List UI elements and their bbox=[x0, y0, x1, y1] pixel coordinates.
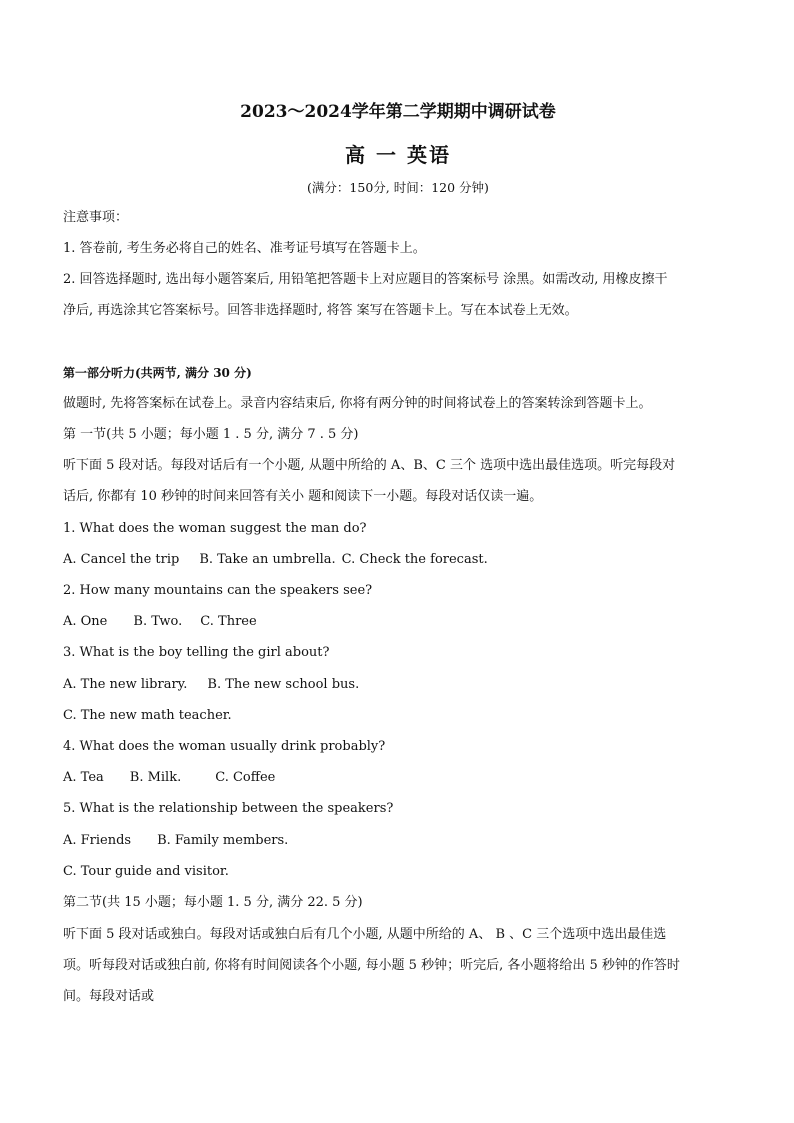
question-5-option-c: C. Tour guide and visitor. bbox=[63, 864, 229, 879]
question-4-option-a: A. Tea bbox=[63, 770, 104, 785]
question-1-option-b: B. Take an umbrella. bbox=[199, 552, 336, 567]
section2-intro-line-3: 间。每段对话或 bbox=[63, 989, 155, 1004]
section1-intro-line-1: 听下面 5 段对话。每段对话后有一个小题, 从题中所给的 A、B、C 三个 选项中选出最佳选项。听完每段对 bbox=[63, 458, 676, 473]
question-3-option-c: C. The new math teacher. bbox=[63, 708, 232, 723]
question-3-stem: 3. What is the boy telling the girl about? bbox=[63, 645, 330, 660]
section2-intro-line-1: 听下面 5 段对话或独白。每段对话或独白后有几个小题, 从题中所给的 A、 B 、C 三个选项中选出最佳选 bbox=[63, 927, 667, 942]
question-4-options bbox=[63, 770, 733, 786]
question-1-option-c: C. Check the forecast. bbox=[341, 552, 488, 567]
question-1-option-a: A. Cancel the trip bbox=[63, 552, 180, 567]
question-1-options bbox=[63, 552, 733, 568]
section2-intro-line-2: 项。听每段对话或独白前, 你将有时间阅读各个小题, 每小题 5 秒钟；听完后, 各小题将给出 5 秒钟的作答时 bbox=[63, 958, 680, 973]
notice-item-2-line-1: 2. 回答选择题时, 选出每小题答案后, 用铅笔把答题卡上对应题目的答案标号 涂黑。如需改动, 用橡皮擦干 bbox=[63, 272, 668, 287]
part1-intro: 做题时, 先将答案标在试卷上。录音内容结束后, 你将有两分钟的时间将试卷上的答案转涂到答题卡上。 bbox=[63, 396, 652, 411]
question-5-stem: 5. What is the relationship between the speakers? bbox=[63, 801, 394, 816]
question-4-stem: 4. What does the woman usually drink probably? bbox=[63, 739, 386, 754]
question-4-option-b: B. Milk. bbox=[129, 770, 182, 785]
question-3-options bbox=[63, 677, 733, 693]
section1-intro-line-2: 话后, 你都有 10 秒钟的时间来回答有关小 题和阅读下一小题。每段对话仅读一遍。 bbox=[63, 489, 543, 504]
question-3-option-b: B. The new school bus. bbox=[207, 677, 360, 692]
question-2-option-c: C. Three bbox=[200, 614, 257, 629]
notice-item-1: 1. 答卷前, 考生务必将自己的姓名、准考证号填写在答题卡上。 bbox=[63, 241, 426, 256]
question-5-option-a: A. Friends bbox=[63, 833, 132, 848]
notice-item-2-line-2: 净后, 再选涂其它答案标号。回答非选择题时, 将答 案写在答题卡上。写在本试卷上无效。 bbox=[63, 303, 578, 318]
question-2-stem: 2. How many mountains can the speakers see? bbox=[63, 583, 373, 598]
question-2-option-b: B. Two. bbox=[133, 614, 183, 629]
question-5-option-b: B. Family members. bbox=[157, 833, 289, 848]
question-4-option-c: C. Coffee bbox=[215, 770, 276, 785]
question-1-stem: 1. What does the woman suggest the man do? bbox=[63, 521, 367, 536]
question-2-option-a: A. One bbox=[63, 614, 108, 629]
notice-heading: 注意事项： bbox=[63, 210, 129, 225]
question-2-options bbox=[63, 614, 733, 630]
section1-heading: 第 一节(共 5 小题；每小题 1 . 5 分, 满分 7 . 5 分) bbox=[63, 427, 359, 442]
question-3-option-a: A. The new library. bbox=[63, 677, 188, 692]
exam-title: 2023～2024学年第二学期期中调研试卷 bbox=[240, 102, 556, 122]
part1-heading: 第一部分听力(共两节, 满分 30 分) bbox=[63, 366, 252, 380]
exam-subtitle: 高 一 英语 bbox=[345, 143, 451, 167]
section2-heading: 第二节(共 15 小题；每小题 1. 5 分, 满分 22. 5 分) bbox=[63, 895, 363, 910]
question-5-options bbox=[63, 833, 733, 849]
exam-meta: (满分：150分, 时间：120 分钟) bbox=[307, 180, 489, 195]
